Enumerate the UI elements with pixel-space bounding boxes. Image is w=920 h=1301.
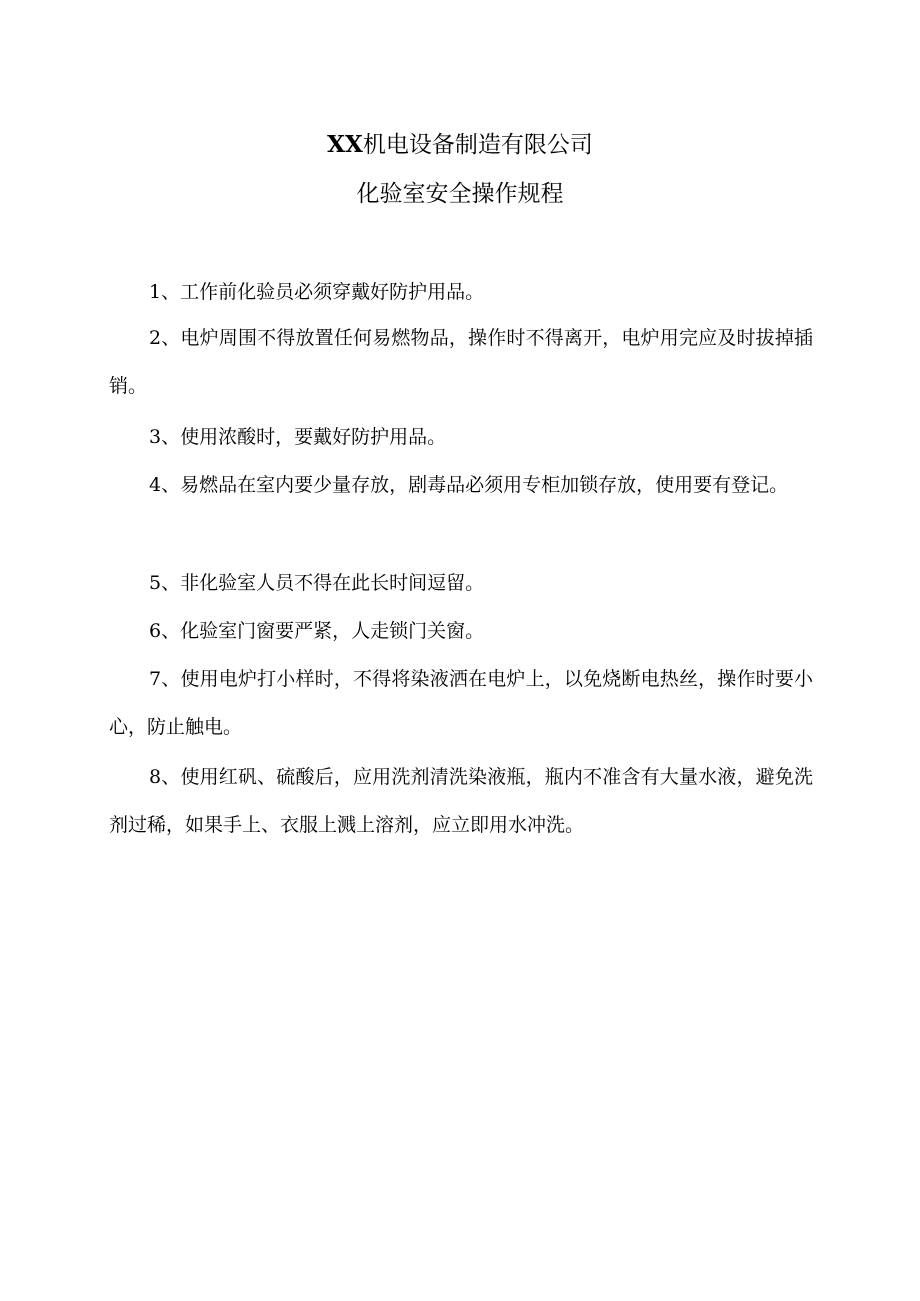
rule-item: 3、使用浓酸时，要戴好防护用品。	[149, 426, 447, 448]
document-title: 化验室安全操作规程	[356, 181, 564, 207]
rule-item: 4、易燃品在室内要少量存放，剧毒品必须用专柜加锁存放，使用要有登记。	[149, 474, 789, 496]
rule-item: 7、使用电炉打小样时，不得将染液洒在电炉上，以免烧断电热丝，操作时要小心，防止触电。	[109, 668, 813, 738]
company-prefix: XX	[327, 131, 363, 158]
company-title	[0, 130, 920, 160]
rule-item: 5、非化验室人员不得在此长时间逗留。	[149, 572, 485, 594]
company-name: 机电设备制造有限公司	[362, 132, 593, 158]
rule-item: 8、使用红矾、硫酸后，应用洗剂清洗染液瓶，瓶内不准含有大量水液，避免洗剂过稀，如果手上、衣服上溅上溶剂，应立即用水冲洗。	[109, 766, 813, 836]
rule-item: 2、电炉周围不得放置任何易燃物品，操作时不得离开，电炉用完应及时拔掉插销。	[109, 327, 813, 397]
rule-item: 1、工作前化验员必须穿戴好防护用品。	[149, 281, 485, 303]
rule-item: 6、化验室门窗要严紧，人走锁门关窗。	[149, 620, 485, 642]
